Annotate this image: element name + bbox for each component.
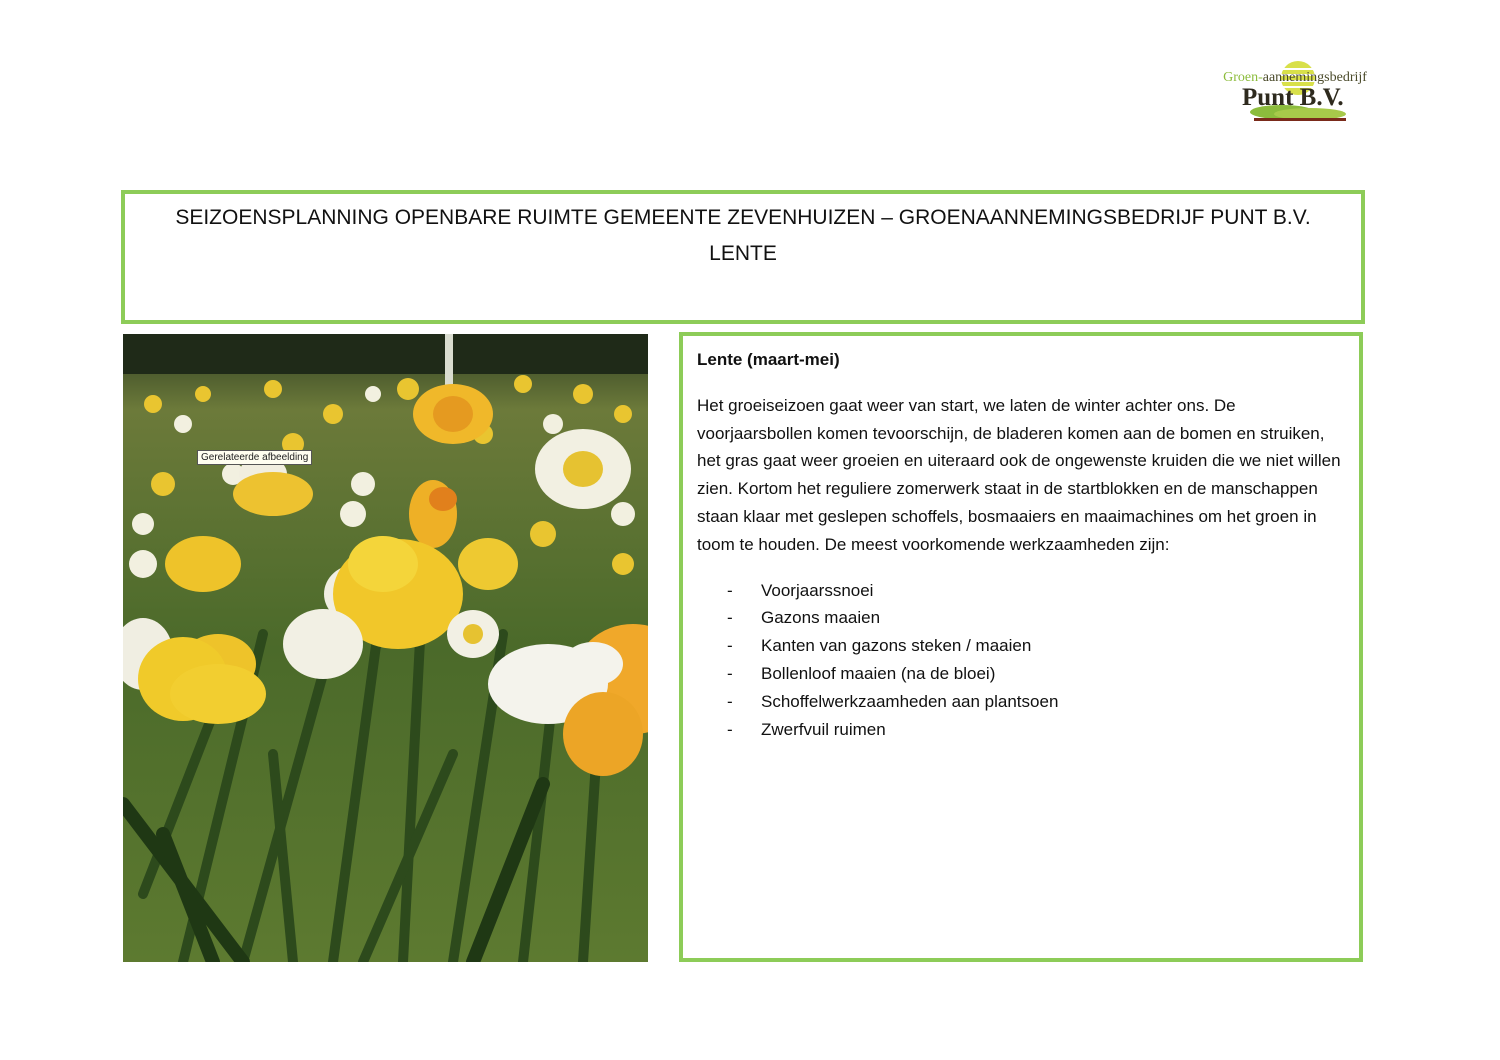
list-item-text: Voorjaarssnoei [761,580,874,600]
image-tooltip: Gerelateerde afbeelding [197,450,312,465]
logo-name: Punt B.V. [1242,84,1344,111]
task-list [697,577,1347,744]
content-text [697,346,1347,743]
logo-tagline: Groen-aannemingsbedrijf [1223,70,1367,85]
list-item [697,716,1347,744]
intro-paragraph: Het groeiseizoen gaat weer van start, we laten de winter achter ons. De voorjaarsbollen komen tevoorschijn, de bladeren komen aan de bomen en struiken, het gras gaat weer groeien en uiteraard ook de ongewenste kruiden die we niet willen zien. Kortom het reguliere zomerwerk staat in de startblokken en de manschappen staan klaar met geslepen schoffels, bosmaaiers en maaimachines om het groen in toom te houden. De meest voorkomende werkzaamheden zijn: [697,395,1341,554]
title-box [121,190,1365,324]
list-item [697,604,1347,632]
list-bullet: - [727,691,733,711]
list-item-text: Kanten van gazons steken / maaien [761,636,1032,656]
list-item-text: Bollenloof maaien (na de bloei) [761,663,996,683]
daffodil-illustration [123,334,648,962]
daffodil-photo [123,334,648,962]
content-box [679,332,1363,962]
list-item [697,632,1347,660]
list-bullet: - [727,580,733,600]
section-heading: Lente (maart-mei) [697,350,840,369]
list-bullet: - [727,719,733,739]
list-item-text: Gazons maaien [761,608,881,628]
list-item-text: Zwerfvuil ruimen [761,719,886,739]
list-bullet: - [727,608,733,628]
list-item [697,688,1347,716]
list-bullet: - [727,636,733,656]
season-title: LENTE [709,242,777,265]
list-bullet: - [727,663,733,683]
list-item-text: Schoffelwerkzaamheden aan plantsoen [761,691,1059,711]
document-title: SEIZOENSPLANNING OPENBARE RUIMTE GEMEENTE ZEVENHUIZEN – GROENAANNEMINGSBEDRIJF PUNT B.V. [175,206,1311,229]
list-item [697,577,1347,605]
list-item [697,660,1347,688]
company-logo [1210,56,1380,128]
